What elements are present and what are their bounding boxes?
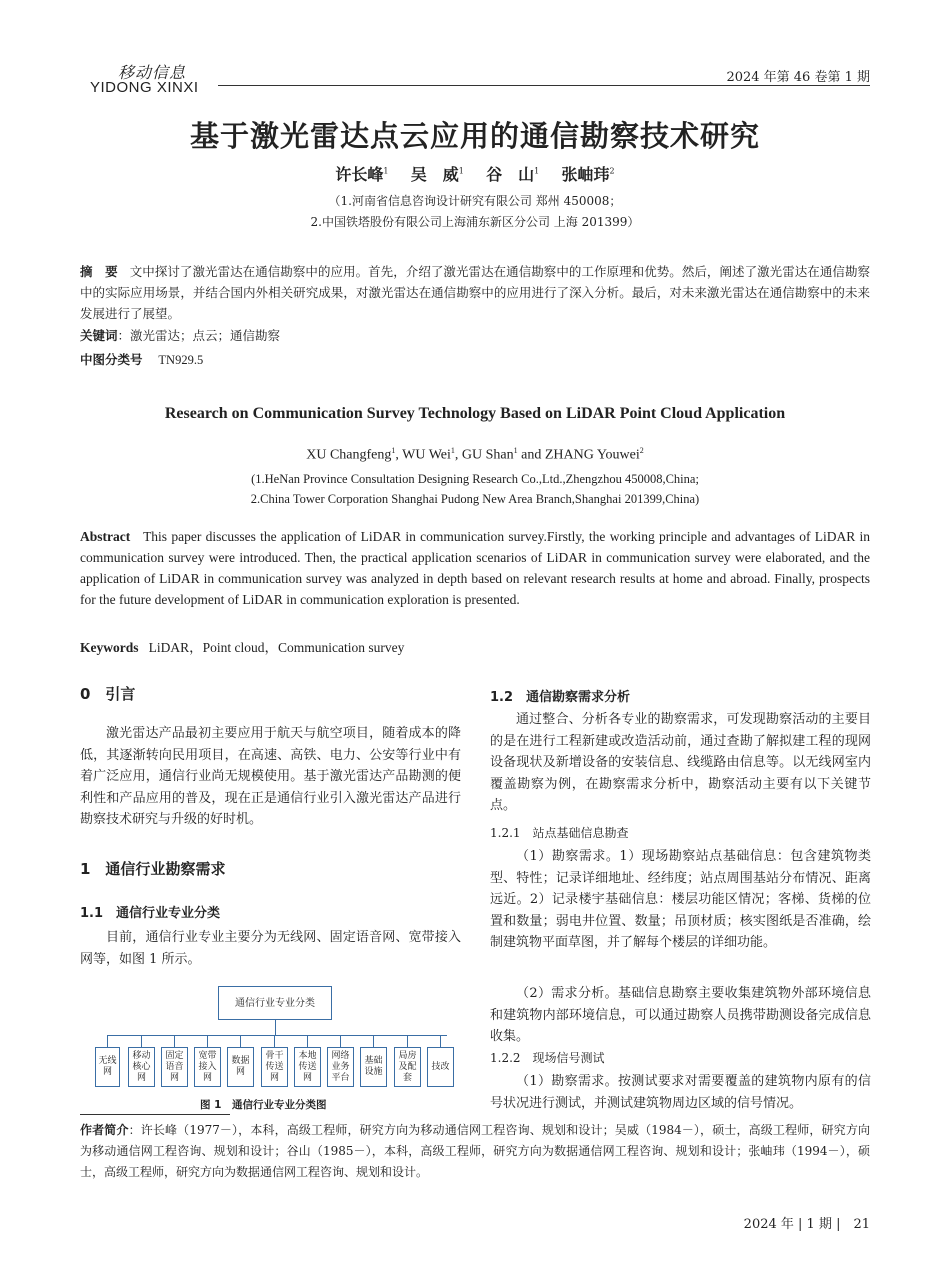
section-0-body: 激光雷达产品最初主要应用于航天与航空项目，随着成本的降低，其逐渐转向民用项目，在高速、高铁、电力、公安等行业中有着广泛应用，通信行业尚无规模使用。基于激光雷达产品勘测的便利性和产品应用的普及，现在正是通信行业引入激光雷达产品进行勘察技术研究与升级的好时机。 (80, 726, 461, 827)
diagram-child-box: 无线网 (95, 1047, 120, 1087)
author-sup: 1 (391, 446, 396, 455)
diagram-connector (141, 1035, 142, 1047)
clc-number (80, 350, 203, 368)
author-sup: 2 (609, 166, 615, 176)
diagram-connector (240, 1035, 241, 1047)
author-name: 谷 山 (486, 165, 535, 184)
keywords-en-text: LiDAR，Point cloud，Communication survey (148, 640, 405, 655)
author-name-en: XU Changfeng (306, 447, 392, 463)
diagram-child-box: 固定语音网 (161, 1047, 188, 1087)
affiliation-cn-1: （1.河南省信息咨询设计研究有限公司 郑州 450008； (328, 194, 622, 208)
abstract-en (80, 526, 870, 610)
page-footer: 2024 年 | 1 期 | 21 (743, 1217, 870, 1232)
authors-cn (0, 162, 950, 185)
issue-info: 2024 年第 46 卷第 1 期 (726, 70, 870, 85)
section-1-2-1-para-1: （1）勘察需求。1）现场勘察站点基础信息：包含建筑物类型、特性；记录详细地址、经纬度；站点周围基站分布情况、距离远近。2）记录楼宇基础信息：楼层功能区情况；客梯、货梯的位置和数量；弱电井位置、数量；吊顶材质；核实图纸是否准确，绘制建筑物平面草图，并了解每个楼层的详细功能。 (490, 849, 871, 950)
affiliation-cn-2: 2.中国铁塔股份有限公司上海浦东新区分公司 上海 201399） (310, 215, 640, 229)
paper-title-en: Research on Communication Survey Technology Based on LiDAR Point Cloud Application (164, 405, 786, 422)
clc-text: TN929.5 (158, 353, 204, 367)
authors-en: XU Changfeng$^1$, WU Wei$^1$, GU Shan$^1$ and ZHANG Youwei$^2$ (306, 446, 644, 463)
section-0-heading: 0 引言 (80, 685, 136, 703)
diagram-connector (440, 1035, 441, 1047)
keywords-cn (80, 326, 280, 344)
diagram-child-box: 宽带接入网 (194, 1047, 221, 1087)
section-1-heading: 1 通信行业勘察需求 (80, 860, 226, 878)
section-1-2-1-para-2: （2）需求分析。基础信息勘察主要收集建筑物外部环境信息和建筑物内部环境信息，可以通过勘察人员携带勘测设备完成信息收集。 (490, 986, 871, 1044)
diagram-connector (107, 1035, 108, 1047)
diagram-connector (340, 1035, 341, 1047)
section-1-1-heading: 1.1 通信行业专业分类 (80, 906, 221, 921)
section-1-2-1-heading: 1.2.1 站点基础信息勘查 (490, 826, 629, 840)
keywords-cn-text: ：激光雷达；点云；通信勘察 (117, 328, 281, 343)
clc-label: 中图分类号 (80, 352, 143, 367)
abstract-cn-label: 摘 要 (80, 264, 118, 279)
diagram-child-box: 技改 (427, 1047, 454, 1087)
section-1-2-heading: 1.2 通信勘察需求分析 (490, 690, 631, 705)
diagram-child-box: 本地传送网 (294, 1047, 321, 1087)
section-1-2-body: 通过整合、分析各专业的勘察需求，可发现勘察活动的主要目的是在进行工程新建或改造活动前，通过查勘了解拟建工程的现网设备现状及新增设备的安装信息、线缆路由信息等。以无线网室内覆盖勘察为例，在勘察需求分析中，勘察活动主要有以下关键节点。 (490, 712, 871, 813)
keywords-en (80, 636, 404, 656)
author-sup: 1 (513, 446, 518, 455)
footnote-rule (80, 1114, 230, 1115)
section-1-1-body: 目前，通信行业专业主要分为无线网、固定语音网、宽带接入网等，如图 1 所示。 (80, 930, 461, 967)
figure-1-diagram (90, 980, 460, 1090)
author-name: 张岫玮 (561, 165, 610, 184)
diagram-connector (107, 1035, 447, 1036)
author-name: 许长峰 (335, 165, 384, 184)
abstract-en-text: This paper discusses the application of LiDAR in communication survey.Firstly, the working principle and advantages of LiDAR in communication survey were introduced. Then, the practical application scenarios of LiDAR in communication survey were elaborated, and the application of LiDAR in communication survey was analyzed in depth based on relevant research results at home and abroad. Finally, prospects for the future development of LiDAR in communication exploration is presented. (80, 529, 870, 607)
author-sup: 1 (534, 166, 540, 176)
abstract-en-label: Abstract (80, 529, 131, 544)
diagram-connector (407, 1035, 408, 1047)
keywords-cn-label: 关键词 (80, 328, 118, 343)
author-notes-label: 作者简介 (80, 1123, 129, 1137)
diagram-connector (174, 1035, 175, 1047)
section-1-2-2-para-1: （1）勘察需求。按测试要求对需要覆盖的建筑物内原有的信号状况进行测试，并测试建筑物周边区域的信号情况。 (490, 1074, 871, 1111)
section-1-2-2-heading: 1.2.2 现场信号测试 (490, 1051, 605, 1065)
author-sup: 1 (383, 166, 389, 176)
author-name-en: GU Shan (461, 447, 514, 463)
author-sup: 1 (450, 446, 455, 455)
diagram-connector (274, 1035, 275, 1047)
keywords-en-label: Keywords (80, 640, 139, 655)
diagram-child-box: 骨干传送网 (261, 1047, 288, 1087)
affiliation-en-1: (1.HeNan Province Consultation Designing Research Co.,Ltd.,Zhengzhou 450008,China; (251, 472, 699, 486)
author-sup: 2 (639, 446, 644, 455)
affiliation-en-2: 2.China Tower Corporation Shanghai Pudong New Area Branch,Shanghai 201399,China) (250, 492, 700, 506)
author-sup: 1 (458, 166, 464, 176)
diagram-child-box: 网络业务平台 (327, 1047, 354, 1087)
diagram-connector (307, 1035, 308, 1047)
diagram-connector (207, 1035, 208, 1047)
diagram-connector (275, 1020, 276, 1035)
diagram-child-box: 数据网 (227, 1047, 254, 1087)
author-name-en: WU Wei (402, 447, 451, 463)
diagram-root-box: 通信行业专业分类 (218, 986, 332, 1020)
paper-title-cn: 基于激光雷达点云应用的通信勘察技术研究 (189, 119, 760, 153)
author-notes-text: ：许长峰（1977－），本科，高级工程师，研究方向为移动通信网工程咨询、规划和设计；吴威（1984－），硕士，高级工程师，研究方向为移动通信网工程咨询、规划和设计；谷山（1985－），本科，高级工程师，研究方向为数据通信网工程咨询、规划和设计；张岫玮（1994－），硕士，高级工程师，研究方向为数据通信网工程咨询、规划和设计。 (80, 1123, 870, 1179)
author-name-en: ZHANG Youwei (544, 447, 640, 463)
author-notes (80, 1120, 870, 1183)
diagram-child-box: 局房及配套 (394, 1047, 421, 1087)
abstract-cn (80, 261, 870, 324)
diagram-child-box: 基础设施 (360, 1047, 387, 1087)
diagram-child-box: 移动核心网 (128, 1047, 155, 1087)
abstract-cn-text: 文中探讨了激光雷达在通信勘察中的应用。首先，介绍了激光雷达在通信勘察中的工作原理和优势。然后，阐述了激光雷达在通信勘察中的实际应用场景，并结合国内外相关研究成果，对激光雷达在通信勘察中的应用进行了深入分析。最后，对未来激光雷达在通信勘察中的未来发展进行了展望。 (80, 264, 870, 321)
header-rule (218, 85, 870, 86)
figure-1-caption: 图 1 通信行业专业分类图 (200, 1099, 327, 1111)
author-name: 吴 威 (410, 165, 459, 184)
journal-name-cn: 移动信息 (118, 63, 187, 82)
journal-name-en: YIDONG XINXI (90, 79, 199, 96)
diagram-connector (373, 1035, 374, 1047)
